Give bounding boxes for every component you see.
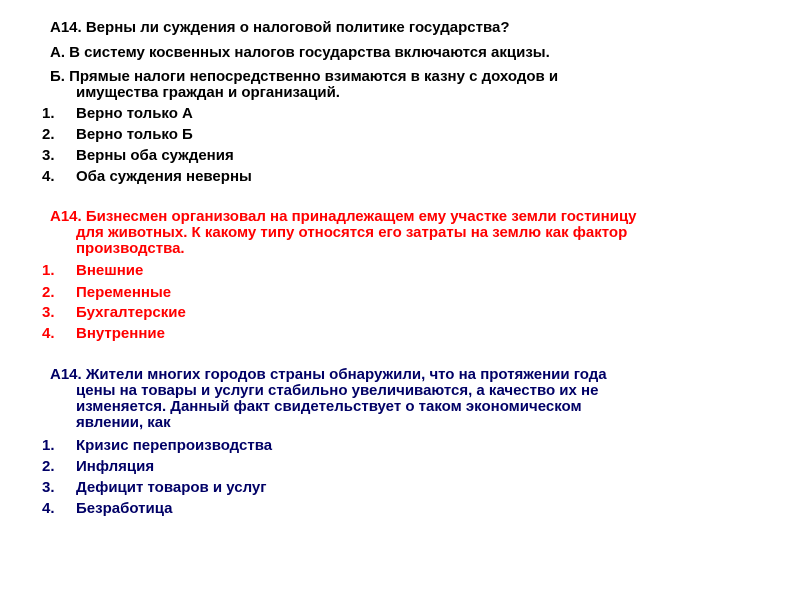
question-3-line2: цены на товары и услуги стабильно увеличиваются, а качество их не xyxy=(76,382,599,399)
option-text: Кризис перепроизводства xyxy=(76,437,273,454)
option-number: 4. xyxy=(42,168,55,185)
question-2-line2: для животных. К какому типу относятся его затраты на землю как фактор xyxy=(76,224,628,241)
option-text: Дефицит товаров и услуг xyxy=(76,479,267,496)
option-number: 2. xyxy=(42,126,55,143)
option-text: Верны оба суждения xyxy=(76,147,234,164)
question-3-line4: явлении, как xyxy=(76,414,171,431)
question-1-statement-b-line2: имущества граждан и организаций. xyxy=(76,84,340,101)
option-number: 4. xyxy=(42,325,55,342)
option-number: 2. xyxy=(42,458,55,475)
option-text: Верно только А xyxy=(76,105,193,122)
question-1-statement-a: А. В систему косвенных налогов государства включаются акцизы. xyxy=(50,44,550,61)
option-text: Оба суждения неверны xyxy=(76,168,252,185)
option-text: Безработица xyxy=(76,500,173,517)
option-number: 3. xyxy=(42,479,55,496)
option-number: 3. xyxy=(42,147,55,164)
option-number: 1. xyxy=(42,437,55,454)
option-number: 4. xyxy=(42,500,55,517)
option-text: Бухгалтерские xyxy=(76,304,186,321)
option-text: Внутренние xyxy=(76,325,165,342)
option-number: 1. xyxy=(42,262,55,279)
question-3-line1: А14. Жители многих городов страны обнаружили, что на протяжении года xyxy=(50,366,607,383)
option-number: 2. xyxy=(42,284,55,301)
question-2-line1: А14. Бизнесмен организовал на принадлежащем ему участке земли гостиницу xyxy=(50,208,637,225)
option-text: Внешние xyxy=(76,262,144,279)
question-2-line3: производства. xyxy=(76,240,185,257)
question-1-statement-b-line1: Б. Прямые налоги непосредственно взимаются в казну с доходов и xyxy=(50,68,559,85)
option-text: Переменные xyxy=(76,284,172,301)
option-text: Верно только Б xyxy=(76,126,193,143)
option-number: 3. xyxy=(42,304,55,321)
question-3-line3: изменяется. Данный факт свидетельствует о таком экономическом xyxy=(76,398,582,415)
option-number: 1. xyxy=(42,105,55,122)
option-text: Инфляция xyxy=(76,458,155,475)
question-1-title: А14. Верны ли суждения о налоговой политике государства? xyxy=(50,19,510,36)
